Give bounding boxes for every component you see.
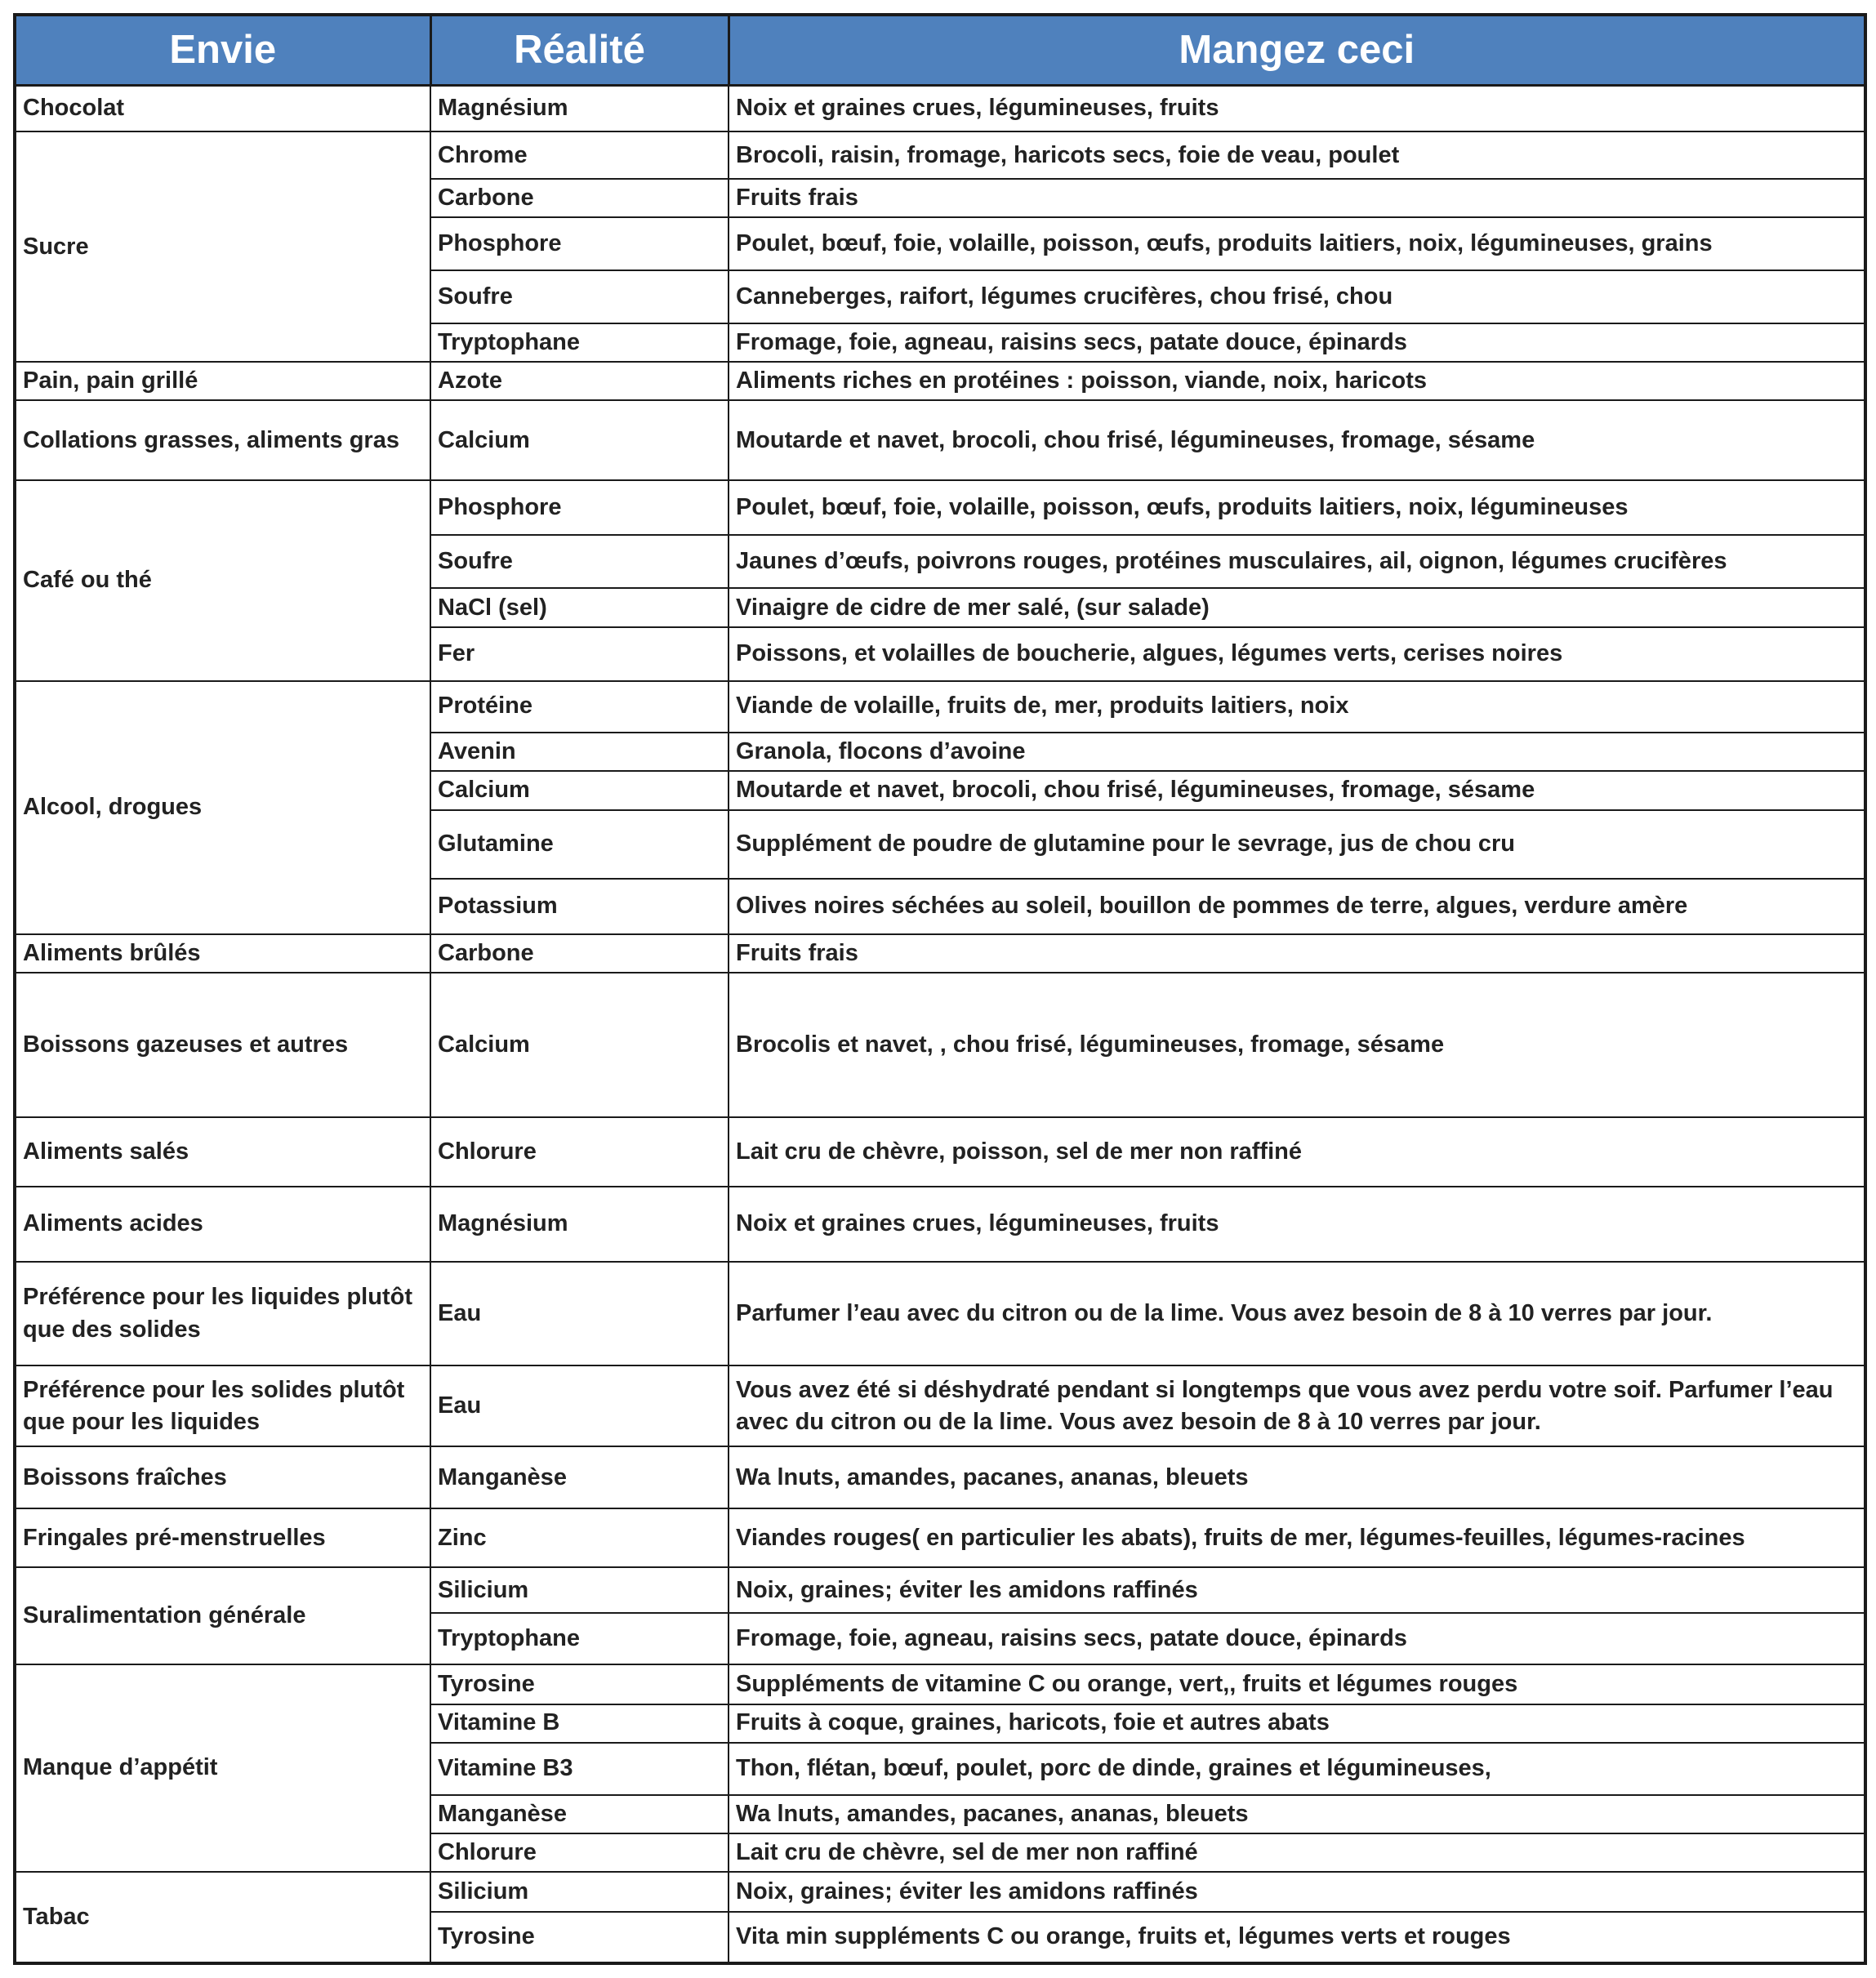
mangez-cell: Fruits frais	[729, 179, 1865, 217]
header-mangez: Mangez ceci	[729, 15, 1865, 85]
table-row	[15, 1365, 1865, 1446]
mangez-cell: Noix, graines; éviter les amidons raffinés	[729, 1567, 1865, 1613]
mangez-cell: Noix, graines; éviter les amidons raffinés	[729, 1872, 1865, 1912]
realite-cell: Vitamine B3	[430, 1743, 729, 1795]
mangez-cell: Poissons, et volailles de boucherie, algues, légumes verts, cerises noires	[729, 627, 1865, 680]
table-row	[15, 1567, 1865, 1613]
envie-cell: Collations grasses, aliments gras	[15, 400, 430, 480]
realite-cell: Soufre	[430, 270, 729, 323]
mangez-cell: Poulet, bœuf, foie, volaille, poisson, œufs, produits laitiers, noix, légumineuses, grains	[729, 217, 1865, 270]
table-row	[15, 131, 1865, 179]
mangez-cell: Brocolis et navet, , chou frisé, légumineuses, fromage, sésame	[729, 973, 1865, 1117]
realite-cell: Chrome	[430, 131, 729, 179]
mangez-cell: Lait cru de chèvre, poisson, sel de mer non raffiné	[729, 1117, 1865, 1187]
mangez-cell: Brocoli, raisin, fromage, haricots secs, foie de veau, poulet	[729, 131, 1865, 179]
envie-cell: Tabac	[15, 1872, 430, 1963]
envie-cell: Alcool, drogues	[15, 681, 430, 934]
realite-cell: Fer	[430, 627, 729, 680]
mangez-cell: Vous avez été si déshydraté pendant si longtemps que vous avez perdu votre soif. Parfumer l’eau avec du citron ou de la lime. Vous avez besoin de 8 à 10 verres par jour.	[729, 1365, 1865, 1446]
mangez-cell: Olives noires séchées au soleil, bouillon de pommes de terre, algues, verdure amère	[729, 879, 1865, 934]
envie-cell: Fringales pré-menstruelles	[15, 1508, 430, 1567]
mangez-cell: Fruits frais	[729, 934, 1865, 973]
table-row	[15, 1872, 1865, 1912]
realite-cell: Carbone	[430, 934, 729, 973]
mangez-cell: Jaunes d’œufs, poivrons rouges, protéines musculaires, ail, oignon, légumes crucifères	[729, 535, 1865, 588]
envie-cell: Aliments acides	[15, 1187, 430, 1262]
table-row	[15, 1508, 1865, 1567]
realite-cell: Calcium	[430, 973, 729, 1117]
realite-cell: Manganèse	[430, 1446, 729, 1508]
realite-cell: Silicium	[430, 1872, 729, 1912]
mangez-cell: Noix et graines crues, légumineuses, fruits	[729, 1187, 1865, 1262]
mangez-cell: Supplément de poudre de glutamine pour le sevrage, jus de chou cru	[729, 810, 1865, 879]
header-realite: Réalité	[430, 15, 729, 85]
realite-cell: Tryptophane	[430, 1613, 729, 1664]
mangez-cell: Noix et graines crues, légumineuses, fruits	[729, 85, 1865, 131]
mangez-cell: Viandes rouges( en particulier les abats), fruits de mer, légumes-feuilles, légumes-racines	[729, 1508, 1865, 1567]
mangez-cell: Fromage, foie, agneau, raisins secs, patate douce, épinards	[729, 1613, 1865, 1664]
realite-cell: Phosphore	[430, 480, 729, 535]
envie-cell: Boissons gazeuses et autres	[15, 973, 430, 1117]
envie-cell: Aliments salés	[15, 1117, 430, 1187]
envie-cell: Suralimentation générale	[15, 1567, 430, 1664]
realite-cell: Manganèse	[430, 1795, 729, 1833]
realite-cell: Calcium	[430, 400, 729, 480]
mangez-cell: Vinaigre de cidre de mer salé, (sur salade)	[729, 588, 1865, 627]
realite-cell: Calcium	[430, 771, 729, 810]
table-row	[15, 681, 1865, 733]
table-row	[15, 1664, 1865, 1704]
mangez-cell: Fruits à coque, graines, haricots, foie et autres abats	[729, 1704, 1865, 1743]
mangez-cell: Wa lnuts, amandes, pacanes, ananas, bleuets	[729, 1795, 1865, 1833]
table-row	[15, 1117, 1865, 1187]
realite-cell: Chlorure	[430, 1833, 729, 1872]
envie-cell: Pain, pain grillé	[15, 362, 430, 400]
table-body	[15, 85, 1865, 1963]
envie-cell: Café ou thé	[15, 480, 430, 680]
realite-cell: Protéine	[430, 681, 729, 733]
envie-cell: Aliments brûlés	[15, 934, 430, 973]
mangez-cell: Thon, flétan, bœuf, poulet, porc de dinde, graines et légumineuses,	[729, 1743, 1865, 1795]
realite-cell: Phosphore	[430, 217, 729, 270]
cravings-table	[13, 13, 1867, 1965]
realite-cell: Zinc	[430, 1508, 729, 1567]
table-row	[15, 1262, 1865, 1365]
realite-cell: NaCl (sel)	[430, 588, 729, 627]
realite-cell: Eau	[430, 1365, 729, 1446]
table-row	[15, 400, 1865, 480]
header-envie: Envie	[15, 15, 430, 85]
realite-cell: Avenin	[430, 733, 729, 771]
realite-cell: Tryptophane	[430, 323, 729, 362]
mangez-cell: Moutarde et navet, brocoli, chou frisé, légumineuses, fromage, sésame	[729, 771, 1865, 810]
realite-cell: Silicium	[430, 1567, 729, 1613]
envie-cell: Préférence pour les liquides plutôt que des solides	[15, 1262, 430, 1365]
envie-cell: Chocolat	[15, 85, 430, 131]
realite-cell: Tyrosine	[430, 1912, 729, 1963]
realite-cell: Potassium	[430, 879, 729, 934]
mangez-cell: Fromage, foie, agneau, raisins secs, patate douce, épinards	[729, 323, 1865, 362]
mangez-cell: Moutarde et navet, brocoli, chou frisé, légumineuses, fromage, sésame	[729, 400, 1865, 480]
mangez-cell: Aliments riches en protéines : poisson, viande, noix, haricots	[729, 362, 1865, 400]
realite-cell: Magnésium	[430, 1187, 729, 1262]
mangez-cell: Suppléments de vitamine C ou orange, vert,, fruits et légumes rouges	[729, 1664, 1865, 1704]
table-row	[15, 362, 1865, 400]
realite-cell: Eau	[430, 1262, 729, 1365]
mangez-cell: Granola, flocons d’avoine	[729, 733, 1865, 771]
realite-cell: Soufre	[430, 535, 729, 588]
table-row	[15, 85, 1865, 131]
mangez-cell: Canneberges, raifort, légumes crucifères, chou frisé, chou	[729, 270, 1865, 323]
table-row	[15, 1187, 1865, 1262]
mangez-cell: Wa lnuts, amandes, pacanes, ananas, bleuets	[729, 1446, 1865, 1508]
envie-cell: Manque d’appétit	[15, 1664, 430, 1871]
mangez-cell: Viande de volaille, fruits de, mer, produits laitiers, noix	[729, 681, 1865, 733]
mangez-cell: Vita min suppléments C ou orange, fruits et, légumes verts et rouges	[729, 1912, 1865, 1963]
table-row	[15, 934, 1865, 973]
mangez-cell: Lait cru de chèvre, sel de mer non raffiné	[729, 1833, 1865, 1872]
realite-cell: Carbone	[430, 179, 729, 217]
realite-cell: Tyrosine	[430, 1664, 729, 1704]
envie-cell: Préférence pour les solides plutôt que pour les liquides	[15, 1365, 430, 1446]
realite-cell: Chlorure	[430, 1117, 729, 1187]
envie-cell: Boissons fraîches	[15, 1446, 430, 1508]
realite-cell: Vitamine B	[430, 1704, 729, 1743]
table-row	[15, 480, 1865, 535]
realite-cell: Azote	[430, 362, 729, 400]
table-row	[15, 973, 1865, 1117]
table-row	[15, 1446, 1865, 1508]
mangez-cell: Parfumer l’eau avec du citron ou de la lime. Vous avez besoin de 8 à 10 verres par jour.	[729, 1262, 1865, 1365]
envie-cell: Sucre	[15, 131, 430, 362]
header-row	[15, 15, 1865, 85]
realite-cell: Glutamine	[430, 810, 729, 879]
mangez-cell: Poulet, bœuf, foie, volaille, poisson, œufs, produits laitiers, noix, légumineuses	[729, 480, 1865, 535]
realite-cell: Magnésium	[430, 85, 729, 131]
